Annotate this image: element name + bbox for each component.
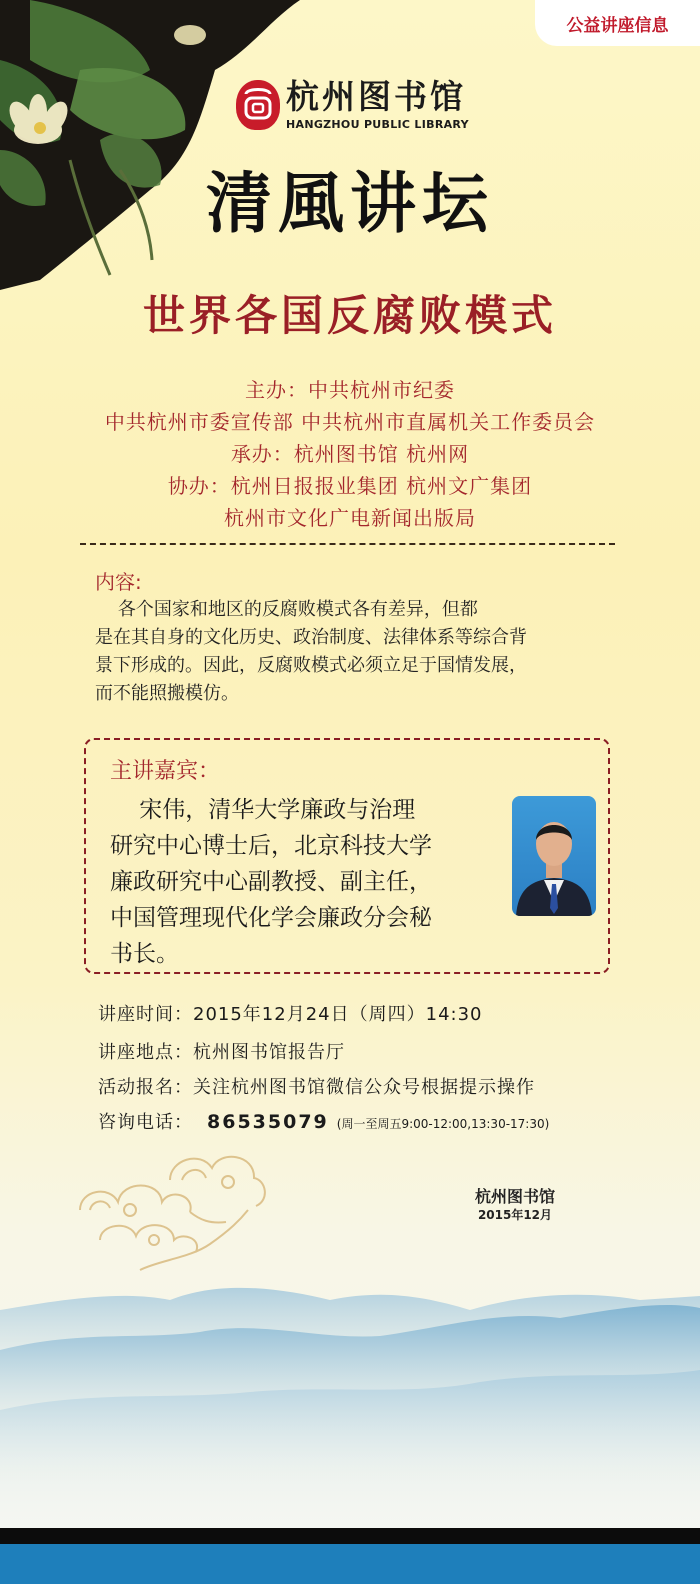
auspicious-cloud-decoration bbox=[70, 1140, 280, 1280]
signature-date: 2015年12月 bbox=[477, 1208, 553, 1222]
co-organizer-line-2: 杭州市文化广电新闻出版局 bbox=[224, 506, 476, 530]
place-label: 讲座地点： bbox=[98, 1042, 193, 1063]
host-line-2: 中共杭州市委宣传部 中共杭州市直属机关工作委员会 bbox=[104, 410, 596, 434]
bottom-band-blue bbox=[0, 1544, 700, 1584]
speaker-bio-line: 中国管理现代化学会廉政分会秘 bbox=[110, 905, 432, 931]
signup-value: 关注杭州图书馆微信公众号根据提示操作 bbox=[193, 1077, 535, 1098]
signature-org: 杭州图书馆 bbox=[474, 1187, 555, 1206]
category-badge: 公益讲座信息 bbox=[535, 0, 700, 46]
content-line: 是在其自身的文化历史、政治制度、法律体系等综合背 bbox=[95, 627, 527, 648]
place-row bbox=[98, 1038, 345, 1064]
organizer-line: 承办：杭州图书馆 杭州网 bbox=[230, 442, 470, 466]
library-seal-icon bbox=[236, 80, 280, 130]
lotus-painting bbox=[0, 0, 300, 290]
speaker-bio-line: 研究中心博士后，北京科技大学 bbox=[110, 833, 432, 859]
phone-label: 咨询电话： bbox=[98, 1112, 193, 1133]
content-line: 各个国家和地区的反腐败模式各有差异，但都 bbox=[95, 599, 478, 620]
speaker-bio-line: 书长。 bbox=[110, 941, 179, 967]
divider bbox=[80, 543, 615, 545]
speaker-label: 主讲嘉宾： bbox=[110, 759, 221, 784]
speaker-bio-line: 宋伟，清华大学廉政与治理 bbox=[110, 797, 416, 823]
phone-value: 86535079 bbox=[207, 1111, 329, 1133]
place-value: 杭州图书馆报告厅 bbox=[193, 1042, 345, 1063]
speaker-bio-line: 廉政研究中心副教授、副主任， bbox=[110, 869, 432, 895]
library-logo bbox=[236, 78, 476, 134]
time-value: 2015年12月24日（周四）14:30 bbox=[193, 1004, 483, 1025]
misty-mountains bbox=[0, 1270, 700, 1530]
lecture-title: 世界各国反腐败模式 bbox=[142, 291, 557, 340]
co-organizer-line: 协办：杭州日报报业集团 杭州文广集团 bbox=[167, 474, 533, 498]
content-line: 景下形成的。因此，反腐败模式必须立足于国情发展， bbox=[95, 655, 527, 676]
time-row bbox=[98, 1000, 483, 1026]
bottom-band-dark bbox=[0, 1528, 700, 1544]
signup-row bbox=[98, 1073, 535, 1099]
library-name-en: HANGZHOU PUBLIC LIBRARY bbox=[286, 118, 469, 131]
library-name-cn: 杭州图书馆 bbox=[286, 77, 466, 116]
forum-title: 清風讲坛 bbox=[206, 164, 494, 242]
time-label: 讲座时间： bbox=[98, 1004, 193, 1025]
content-label: 内容: bbox=[95, 570, 142, 594]
host-line: 主办：中共杭州市纪委 bbox=[245, 378, 455, 402]
speaker-bio bbox=[110, 792, 510, 972]
phone-row bbox=[98, 1108, 549, 1134]
signup-label: 活动报名： bbox=[98, 1077, 193, 1098]
content-text bbox=[95, 596, 615, 708]
speaker-box bbox=[84, 738, 610, 974]
speaker-photo bbox=[512, 796, 596, 916]
content-line: 而不能照搬模仿。 bbox=[95, 683, 239, 704]
phone-hours: (周一至周五9:00-12:00,13:30-17:30) bbox=[336, 1117, 550, 1131]
